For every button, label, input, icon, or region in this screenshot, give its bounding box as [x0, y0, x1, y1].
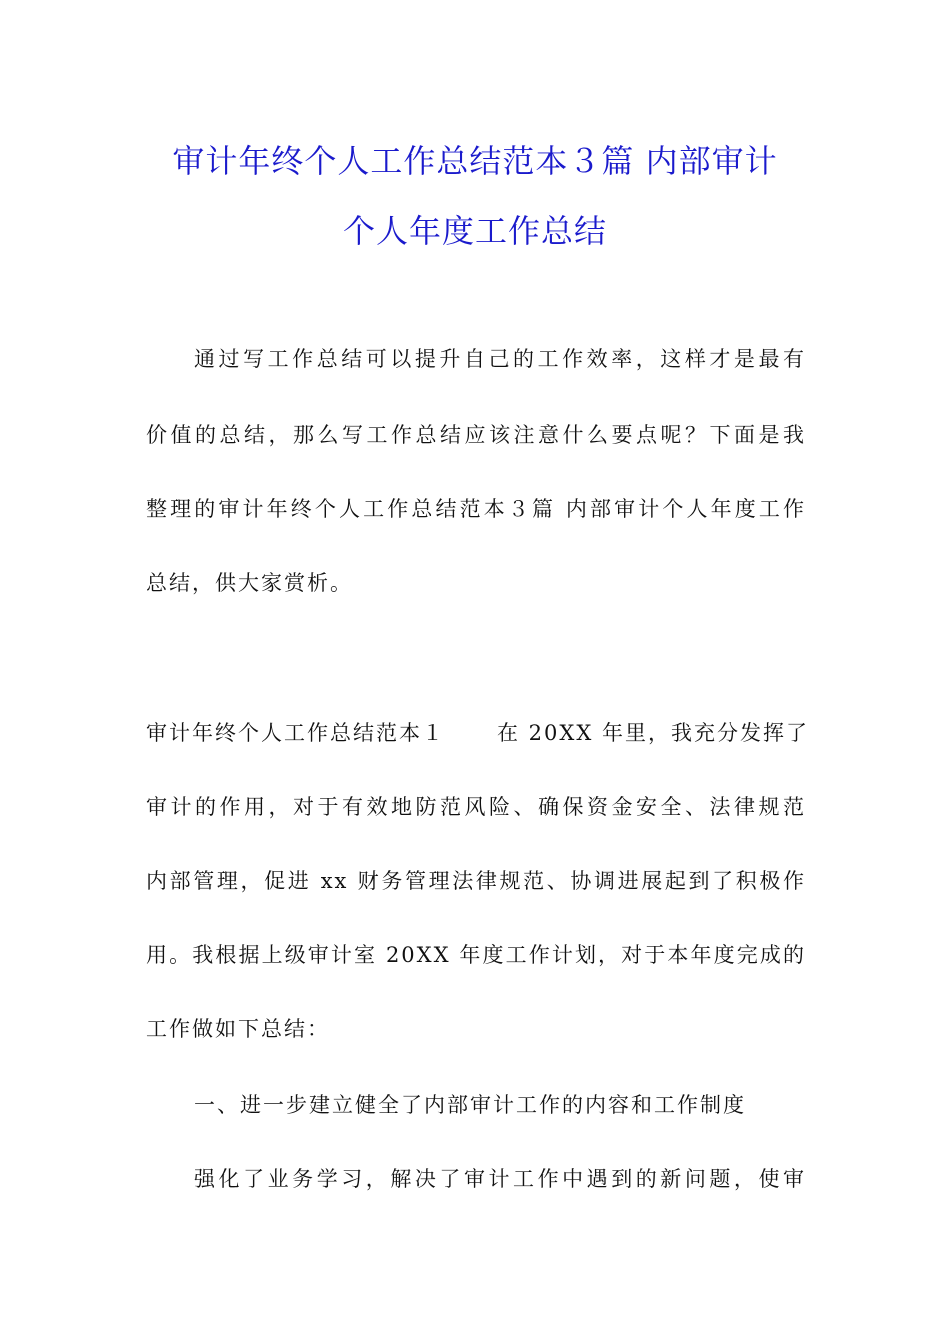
section-1-line-3: 内部管理，促进 xx 财务管理法律规范、协调进展起到了积极作 — [146, 869, 806, 893]
document-title-line-1: 审计年终个人工作总结范本３篇 内部审计 — [172, 142, 778, 180]
intro-paragraph-line-3: 整理的审计年终个人工作总结范本３篇 内部审计个人年度工作 — [146, 497, 806, 521]
section-1-first-line — [146, 718, 809, 748]
paragraph-last-line: 强化了业务学习，解决了审计工作中遇到的新问题，使审 — [194, 1167, 806, 1191]
section-1-line-1-rest: 在 20XX 年里，我充分发挥了 — [497, 721, 809, 745]
intro-paragraph-line-4: 总结，供大家赏析。 — [146, 571, 353, 595]
section-1-line-5: 工作做如下总结： — [146, 1017, 330, 1041]
section-1-heading: 审计年终个人工作总结范本１ — [146, 721, 445, 745]
section-1-line-2: 审计的作用，对于有效地防范风险、确保资金安全、法律规范 — [146, 795, 806, 819]
intro-paragraph-line-2: 价值的总结，那么写工作总结应该注意什么要点呢？下面是我 — [146, 423, 806, 447]
subheading-1: 一、进一步建立健全了内部审计工作的内容和工作制度 — [194, 1093, 746, 1117]
document-title-line-2: 个人年度工作总结 — [342, 212, 607, 250]
intro-paragraph-line-1: 通过写工作总结可以提升自己的工作效率，这样才是最有 — [194, 347, 806, 371]
section-1-line-4: 用。我根据上级审计室 20XX 年度工作计划，对于本年度完成的 — [146, 943, 806, 967]
